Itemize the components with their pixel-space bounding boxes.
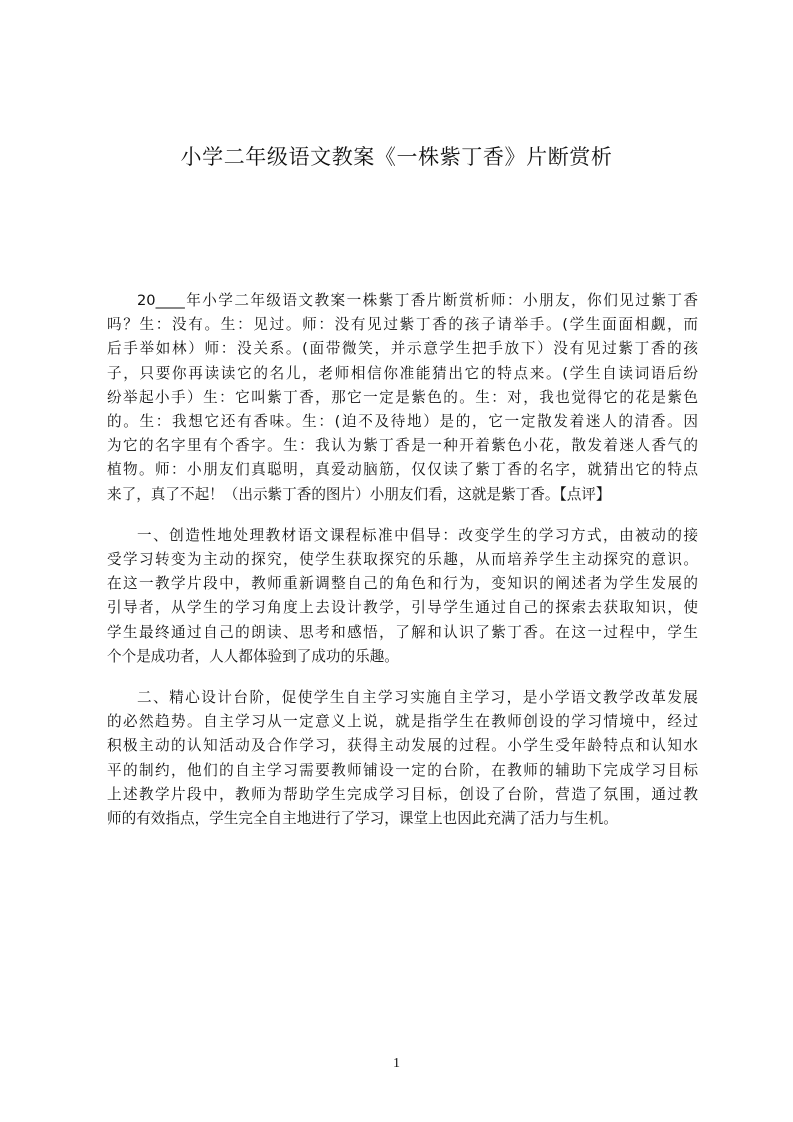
text-line: 为它的名字里有个香字。生：我认为紫丁香是一种开着紫色小花，散发着迷人香气的 — [107, 437, 698, 455]
text-line: 吗？生：没有。生：见过。师：没有见过紫丁香的孩子请举手。(学生面面相觑，而 — [107, 316, 698, 334]
paragraph-commentary-one — [107, 524, 707, 669]
text-line: 平的制约，他们的自主学习需要教师铺设一定的台阶，在教师的辅助下完成学习目标 — [107, 761, 698, 779]
text-line: 的必然趋势。自主学习从一定意义上说，就是指学生在教师创设的学习情境中，经过 — [107, 713, 698, 731]
text-line: 20____年小学二年级语文教案一株紫丁香片断赏析师：小朋友，你们见过紫丁香 — [137, 292, 698, 309]
text-line: 纷举起小手）生：它叫紫丁香，那它一定是紫色的。生：对，我也觉得它的花是紫色 — [107, 388, 698, 406]
text-line: 在这一教学片段中，教师重新调整自己的角色和行为，变知识的阐述者为学生发展的 — [107, 575, 698, 593]
text-line: 来了，真了不起！（出示紫丁香的图片）小朋友们看，这就是紫丁香。【点评】 — [107, 485, 611, 503]
document-title: 小学二年级语文教案《一株紫丁香》片断赏析 — [180, 145, 613, 169]
text-line: 子，只要你再读读它的名儿，老师相信你准能猜出它的特点来。(学生自读词语后纷 — [107, 364, 698, 382]
text-line: 引导者，从学生的学习角度上去设计教学，引导学生通过自己的探索去获取知识，使 — [107, 599, 698, 617]
text-line: 后手举如林）师：没关系。(面带微笑，并示意学生把手放下）没有见过紫丁香的孩 — [107, 340, 698, 358]
text-line: 一、创造性地处理教材语文课程标准中倡导：改变学生的学习方式，由被动的接 — [137, 526, 698, 544]
text-line: 的。生：我想它还有香味。生：(迫不及待地）是的，它一定散发着迷人的清香。因 — [107, 413, 698, 431]
document-body — [107, 289, 707, 848]
text-line: 师的有效指点，学生完全自主地进行了学习，课堂上也因此充满了活力与生机。 — [107, 810, 618, 828]
text-line: 上述教学片段中，教师为帮助学生完成学习目标，创设了台阶，营造了氛围，通过教 — [107, 785, 698, 803]
text-line: 植物。师：小朋友们真聪明，真爱动脑筋，仅仅读了紫丁香的名字，就猜出它的特点 — [107, 461, 698, 479]
page-number: 1 — [393, 1056, 400, 1071]
text-line: 受学习转变为主动的探究，使学生获取探究的乐趣，从而培养学生主动探究的意识。 — [107, 551, 698, 569]
text-line: 积极主动的认知活动及合作学习，获得主动发展的过程。小学生受年龄特点和认知水 — [107, 737, 698, 755]
paragraph-commentary-two — [107, 686, 707, 831]
paragraph-dialogue — [107, 289, 707, 507]
text-line: 个个是成功者，人人都体验到了成功的乐趣。 — [107, 647, 399, 665]
text-line: 学生最终通过自己的朗读、思考和感悟，了解和认识了紫丁香。在这一过程中，学生 — [107, 623, 698, 641]
text-line: 二、精心设计台阶，促使学生自主学习实施自主学习，是小学语文教学改革发展 — [137, 689, 698, 707]
